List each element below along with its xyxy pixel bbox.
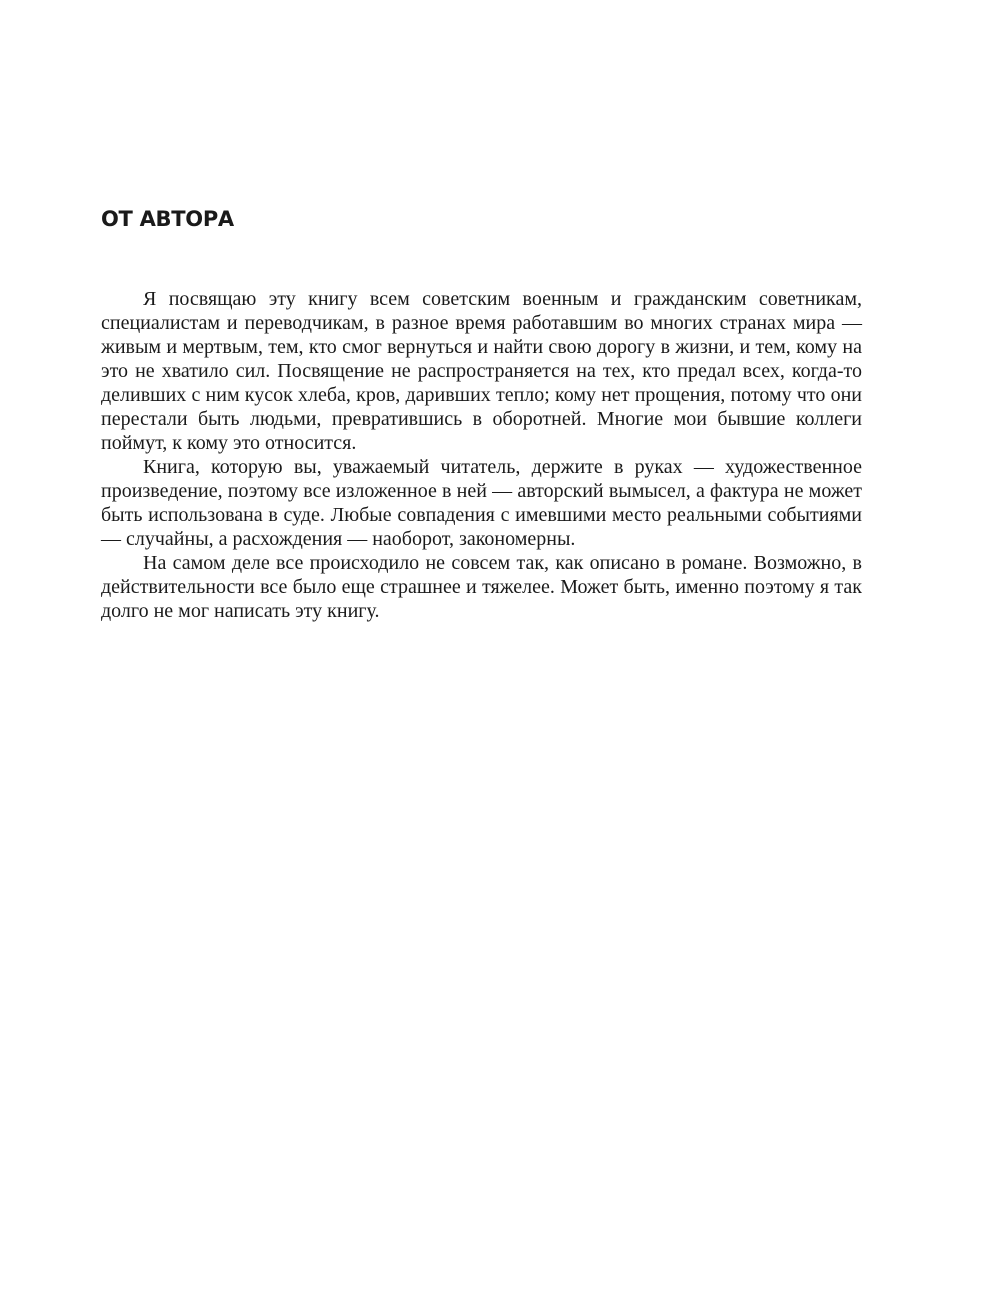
section-heading: ОТ АВТОРА	[101, 207, 234, 231]
paragraph: Я посвящаю эту книгу всем советским военным и гражданским советникам, специалистам и переводчикам, в разное время работавшим во многих странах мира — живым и мертвым, тем, кто смог вернуться и найти свою дорогу в жизни, и тем, кому на это не хватило сил. Посвящение не распространяется на тех, кто предал всех, когда-то деливших с ним кусок хлеба, кров, даривших тепло; кому нет прощения, потому что они перестали быть людьми, превратившись в оборотней. Многие мои бывшие коллеги поймут, к кому это относится.	[101, 288, 862, 454]
paragraph: На самом деле все происходило не совсем так, как описано в романе. Возможно, в действительности все было еще страшнее и тяжелее. Может быть, именно поэтому я так долго не мог написать эту книгу.	[101, 552, 862, 622]
paragraph: Книга, которую вы, уважаемый читатель, держите в руках — художественное произведение, поэтому все изложенное в ней — авторский вымысел, а фактура не может быть использована в суде. Любые совпадения с имевшими место реальными событиями — случайны, а расхождения — наоборот, закономерны.	[101, 456, 862, 550]
body-text	[101, 287, 862, 623]
